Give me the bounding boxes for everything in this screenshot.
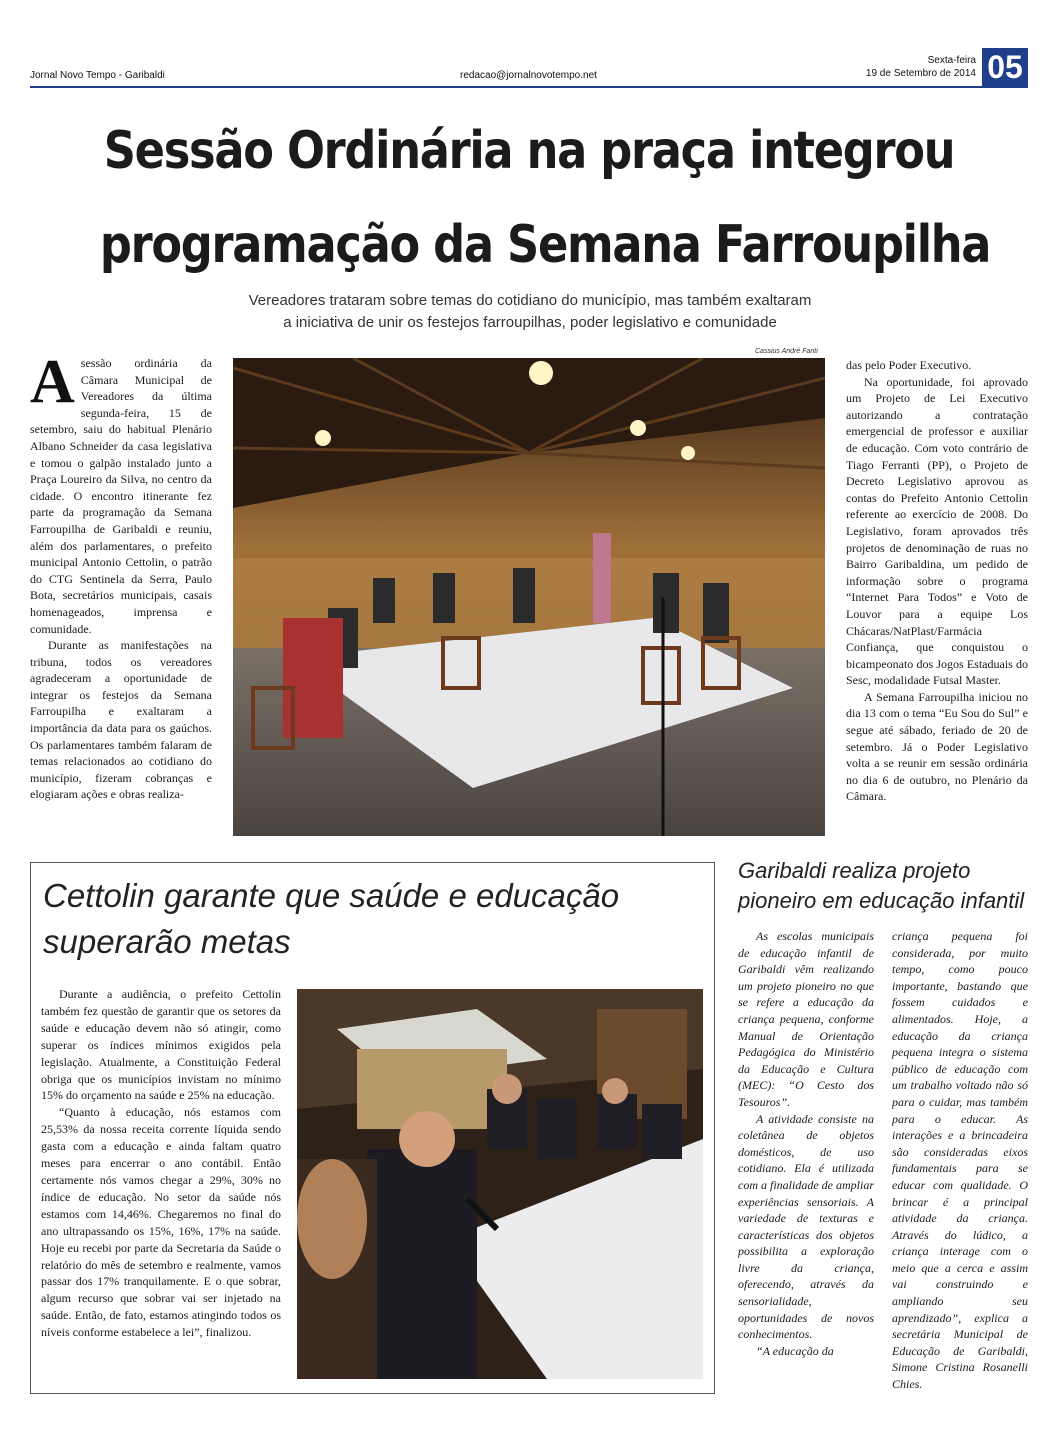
subheadline <box>180 290 880 334</box>
subhead-line-1: Vereadores trataram sobre temas do cotidiano do município, mas também exaltaram <box>248 292 812 309</box>
page-number: 05 <box>982 48 1028 86</box>
main-photo <box>233 358 825 836</box>
page-header <box>30 46 1028 88</box>
dropcap: A <box>30 348 75 416</box>
date: 19 de Setembro de 2014 <box>865 68 976 79</box>
main-p2: Durante as manifestações na tribuna, todos os vereadores agradeceram a oportunidade de integrar os festejos da Semana Farroupilha e exaltaram a importância da data para os gaúchos. Os parlamentares também falaram de temas relacionados ao cotidiano do município, fizeram cobranças e elogiaram ações e obras realiza- <box>30 638 212 802</box>
side-p4: criança pequena foi considerada, por muito tempo, como pouco importante, bastando que fossem cuidados e alimentados. Hoje, a educação da criança pequena integra o sistema público de educação com um trabalho voltado não só para o cuidar, mas também para o educar. As interações e a brincadeira são consideradas eixos fundamentais para se educar com qualidade. O brincar é a principal atividade da criança. Através do lúdico, a criança interage com o meio que a cerca e assim vai construindo e ampliando seu aprendizado”, explica a secretária Municipal de Educação de Garibaldi, Simone Cristina Rosanelli Chies. <box>892 929 1028 1392</box>
box-article-title: Cettolin garante que saúde e educação superarão metas <box>43 877 620 960</box>
header-rule <box>30 86 1028 88</box>
box-p1: Durante a audiência, o prefeito Cettolin também fez questão de garantir que os setores da saúde e educação devem não só atingir, como superar os índices mínimos exigidos pela legislação. Atualmente, a Constituição Federal obriga que os municípios invistam no mínimo 15% do orçamento na saúde e 25% na educação. <box>41 987 281 1103</box>
main-p4: Na oportunidade, foi aprovado um Projeto de Lei Executivo autorizando a contratação emergencial de professor e auxiliar de educação. Com voto contrário de Tiago Ferranti (PP), o Projeto de Decreto Legislativo aprovou as contas do Prefeito Antonio Cettolin referente ao exercício de 2008. Do Legislativo, foram aprovados três projetos de denominação de ruas no Bairro Garibaldina, um pedido de informação sobre o programa “Internet Para Todos” e Voto de Louvor para a equipe Los Chácaras/NatPlast/Farmácia Confiança, que conquistou o bicampeonato dos Jogos Estaduais do Sesc, modalidade Futsal Master. <box>846 374 1028 688</box>
subhead-line-2: a iniciativa de unir os festejos farroupilhas, poder legislativo e comunidade <box>283 314 777 331</box>
headline-line-2: programação da Semana Farroupilha <box>99 215 991 275</box>
main-p1: sessão ordinária da Câmara Municipal de Vereadores da última segunda-feira, 15 de setembro, saiu do habitual Plenário Albano Schneider da casa legislativa e tomou o galpão instalado junto a Praça Loureiro da Silva, no centro da cidade. O encontro itinerante fez parte da programação da Semana Farroupilha de Garibaldi e reuniu, além dos parlamentares, o prefeito municipal Antonio Cettolin, o patrão do CTG Sentinela da Serra, Paulo Bota, secretários municipais, casais homenageados, imprensa e comunidade. <box>30 356 212 636</box>
headline-line-1: Sessão Ordinária na praça integrou <box>103 121 955 181</box>
issue-date <box>866 54 976 80</box>
side-article-col-1 <box>738 928 874 1359</box>
boxed-article <box>30 862 715 1394</box>
box-article-text <box>41 986 281 1341</box>
side-p2: A atividade consiste na coletânea de objetos domésticos, de uso cotidiano. Ela é utilizada com a finalidade de ampliar experiências sensoriais. A variedade de texturas e características dos objetos possibilita a exploração livre da criança, oferecendo, através da sensorialidade, oportunidades de novos conhecimentos. <box>738 1111 874 1342</box>
side-p1: As escolas municipais de educação infantil de Garibaldi vêm realizando um projeto pioneiro no que se refere a educação da criança pequena, conforme Manual de Orientação Pedagógica do Ministério da Educação e Cultura (MEC): “O Cesto dos Tesouros”. <box>738 929 874 1109</box>
paper-name: Jornal Novo Tempo - Garibaldi <box>30 70 165 81</box>
main-headline <box>99 104 991 292</box>
mayor-speaking-photo <box>297 989 703 1379</box>
session-hall-photo <box>233 358 825 836</box>
photo-credit: Cassius André Fanti <box>755 348 818 355</box>
main-p5: A Semana Farroupilha iniciou no dia 13 com o tema “Eu Sou do Sul” e segue até sábado, feriado de 20 de setembro. Já o Poder Legislativo volta a se reunir em sessão ordinária no dia 6 de outubro, no Plenário da Câmara. <box>846 689 1028 804</box>
box-photo <box>297 989 703 1379</box>
weekday: Sexta-feira <box>927 55 976 66</box>
main-article-col-1 <box>30 348 212 803</box>
main-p3: das pelo Poder Executivo. <box>846 358 972 372</box>
box-p2: “Quanto à educação, nós estamos com 25,53% da nossa receita corrente líquida sendo gasta com a educação e ainda faltam quatro meses para encerrar o ano contábil. Então certamente nós vamos chegar a 29%, 30% no índice de educação. No setor da saúde nós estamos com 14,46%. Chegaremos no final do ano ultrapassando os 15%, 16%, 17% na saúde. Hoje eu recebi por parte da Secretaria da Saúde o relatório do mês de setembro e realmente, vamos passar dos 17% tranquilamente. E o que sobrar, algum recurso que sobrar vai ser injetado na saúde. Então, de fato, estamos atingindo todos os níveis conforme estabelece a lei”, finalizou. <box>41 1105 281 1340</box>
side-article-title: Garibaldi realiza projeto pioneiro em educação infantil <box>738 858 1025 913</box>
side-article-col-2 <box>892 928 1028 1393</box>
email-address[interactable]: redacao@jornalnovotempo.net <box>460 70 597 81</box>
main-article-col-3 <box>846 357 1028 805</box>
side-p3: “A educação da <box>756 1343 834 1358</box>
